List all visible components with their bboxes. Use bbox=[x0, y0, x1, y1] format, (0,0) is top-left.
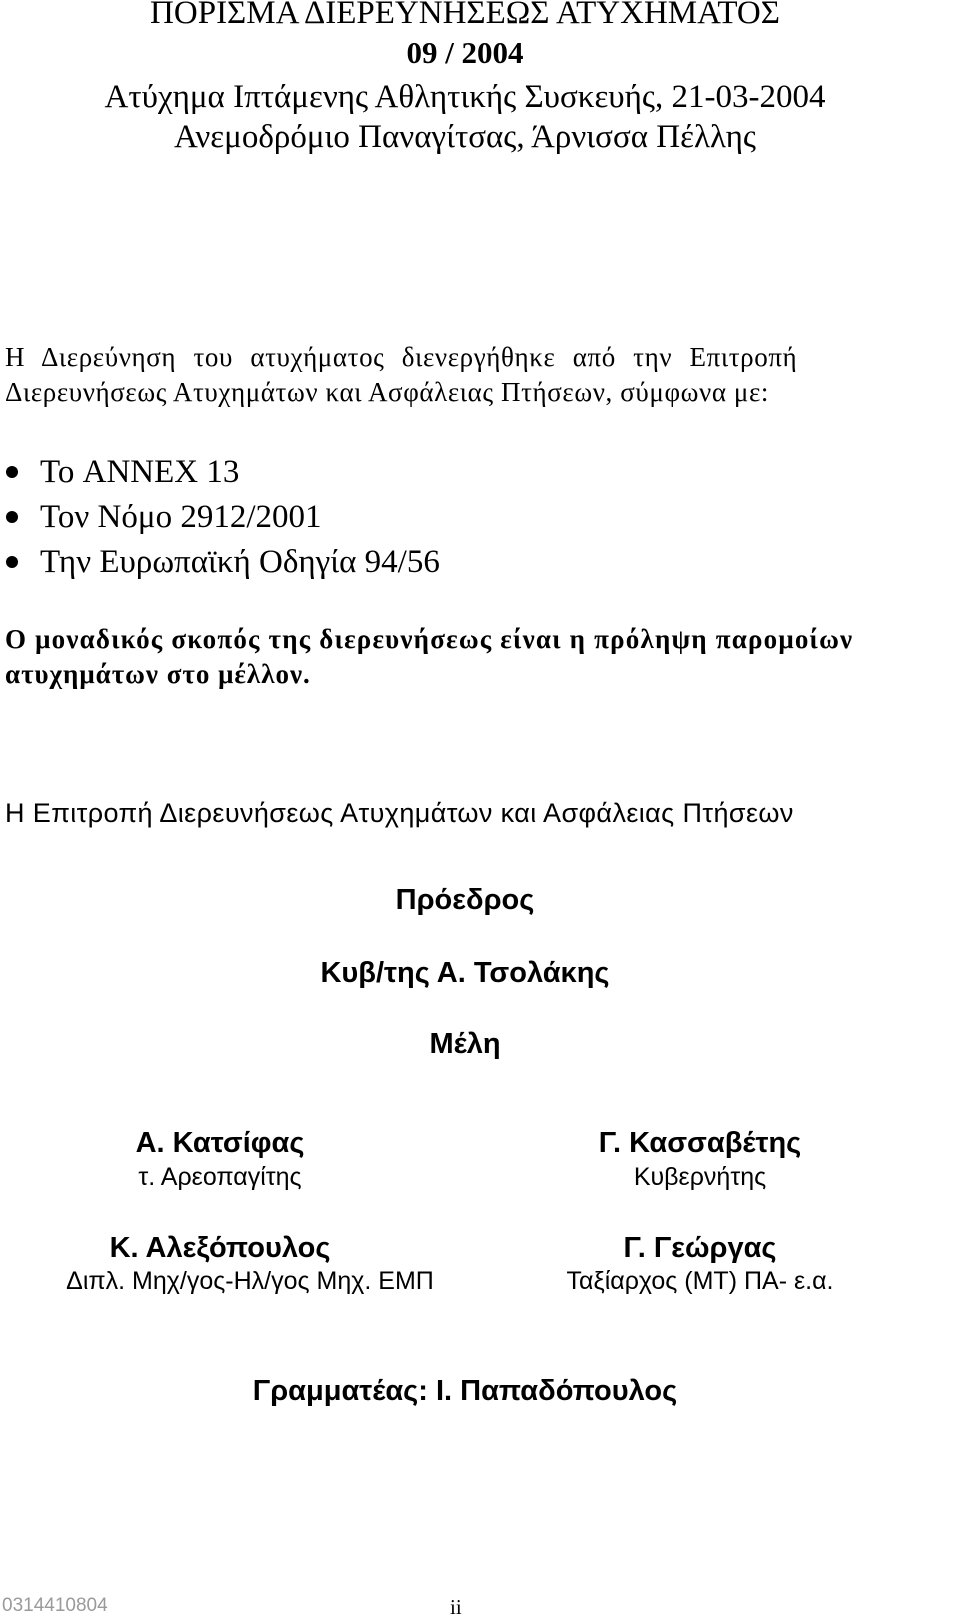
objective-line-2: ατυχημάτων στο μέλλον. bbox=[5, 659, 311, 689]
list-item: Την Ευρωπαϊκή Οδηγία 94/56 bbox=[40, 544, 440, 580]
president-name: Κυβ/της Α. Τσολάκης bbox=[320, 957, 610, 989]
regulation-list bbox=[0, 452, 600, 592]
member-name: Κ. Αλεξόπουλος bbox=[109, 1232, 331, 1264]
committee-name: Η Επιτροπή Διερευνήσεως Ατυχημάτων και Ασφάλειας Πτήσεων bbox=[5, 798, 794, 828]
president-label: Πρόεδρος bbox=[395, 884, 535, 916]
objective-line-1: Ο μοναδικός σκοπός της διερευνήσεως είναι η πρόληψη παρομοίων bbox=[5, 624, 854, 654]
intro-line-1: Η Διερεύνηση του ατυχήματος διενεργήθηκε από την Επιτροπή bbox=[5, 342, 798, 372]
member-name: Γ. Γεώργας bbox=[623, 1232, 777, 1264]
report-title: ΠΟΡΙΣΜΑ ΔΙΕΡΕΥΝΗΣΕΩΣ ΑΤΥΧΗΜΑΤΟΣ bbox=[150, 0, 780, 31]
member-role: Κυβερνήτης bbox=[633, 1163, 767, 1191]
report-number: 09 / 2004 bbox=[406, 35, 524, 70]
bullet-icon bbox=[6, 466, 18, 478]
bullet-icon bbox=[6, 511, 18, 523]
report-location: Ανεμοδρόμιο Παναγίτσας, Άρνισσα Πέλλης bbox=[173, 119, 756, 155]
member-role: Ταξίαρχος (ΜΤ) ΠΑ- ε.α. bbox=[566, 1267, 834, 1295]
member-role: Διπλ. Μηχ/γος-Ηλ/γος Μηχ. ΕΜΠ bbox=[66, 1267, 434, 1295]
member-name: Α. Κατσίφας bbox=[135, 1127, 305, 1159]
member-name: Γ. Κασσαβέτης bbox=[598, 1127, 802, 1159]
document-code: 0314410804 bbox=[2, 1595, 108, 1616]
members-label: Μέλη bbox=[429, 1028, 501, 1060]
secretary: Γραμματέας: Ι. Παπαδόπουλος bbox=[252, 1375, 678, 1407]
report-subtitle: Ατύχημα Ιπτάμενης Αθλητικής Συσκευής, 21-03-2004 bbox=[104, 79, 826, 115]
intro-line-2: Διερευνήσεως Ατυχημάτων και Ασφάλειας Πτήσεων, σύμφωνα με: bbox=[5, 377, 770, 407]
member-role: τ. Αρεοπαγίτης bbox=[138, 1163, 302, 1191]
bullet-icon bbox=[6, 556, 18, 568]
page-number: ii bbox=[450, 1595, 462, 1619]
list-item: Το ANNEX 13 bbox=[40, 454, 240, 490]
list-item: Τον Νόμο 2912/2001 bbox=[40, 499, 322, 535]
